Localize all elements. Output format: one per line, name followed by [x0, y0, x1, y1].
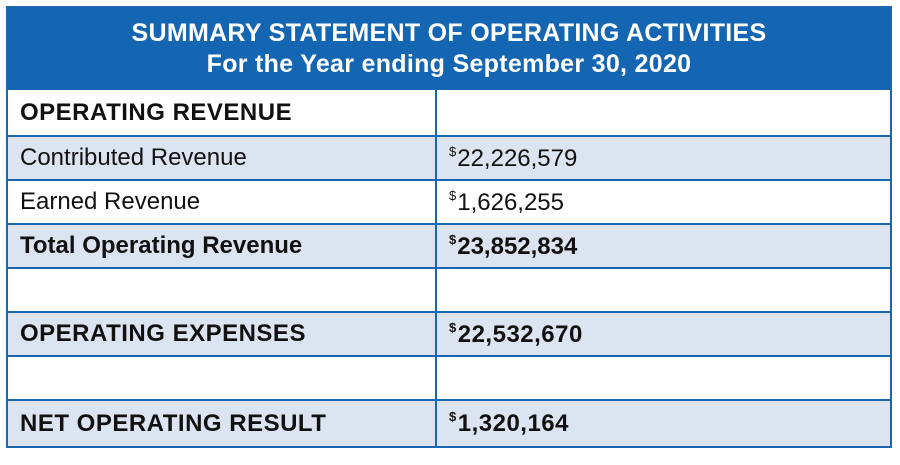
operating-expenses-value: 22,532,670 [457, 320, 583, 348]
net-operating-result-value: 1,320,164 [457, 410, 570, 437]
earned-revenue-label: Earned Revenue [8, 180, 436, 224]
spacer-row [8, 268, 890, 312]
empty-cell [436, 356, 890, 400]
empty-cell [8, 356, 436, 400]
contributed-revenue-value: 22,226,579 [457, 144, 578, 172]
statement-header [8, 8, 890, 90]
statement-subtitle: For the Year ending September 30, 2020 [206, 50, 692, 78]
operating-revenue-value [436, 90, 890, 136]
contributed-revenue-label: Contributed Revenue [8, 136, 436, 180]
table-row [8, 312, 890, 356]
dollar-sign: $ [449, 409, 457, 424]
operating-expenses-cell [436, 312, 890, 356]
table-row [8, 224, 890, 268]
net-operating-result-cell [436, 400, 890, 446]
earned-revenue-value: 1,626,255 [457, 188, 565, 216]
dollar-sign: $ [449, 187, 457, 203]
total-operating-revenue-cell [436, 224, 890, 268]
dollar-sign: $ [449, 143, 457, 159]
empty-cell [436, 268, 890, 312]
table-row [8, 90, 890, 136]
total-operating-revenue-value: 23,852,834 [457, 232, 578, 260]
operating-revenue-label: OPERATING REVENUE [8, 90, 436, 136]
operating-expenses-label: OPERATING EXPENSES [8, 312, 436, 356]
dollar-sign: $ [449, 231, 457, 247]
contributed-revenue-cell [436, 136, 890, 180]
dollar-sign: $ [449, 319, 457, 335]
table-row [8, 180, 890, 224]
earned-revenue-cell [436, 180, 890, 224]
operating-statement-table [6, 6, 892, 448]
empty-cell [8, 268, 436, 312]
net-operating-result-label: NET OPERATING RESULT [8, 400, 436, 446]
table-row [8, 400, 890, 446]
statement-title: SUMMARY STATEMENT OF OPERATING ACTIVITIES [131, 19, 767, 47]
table-row [8, 136, 890, 180]
spacer-row [8, 356, 890, 400]
statement-body [8, 90, 890, 446]
total-operating-revenue-label: Total Operating Revenue [8, 224, 436, 268]
